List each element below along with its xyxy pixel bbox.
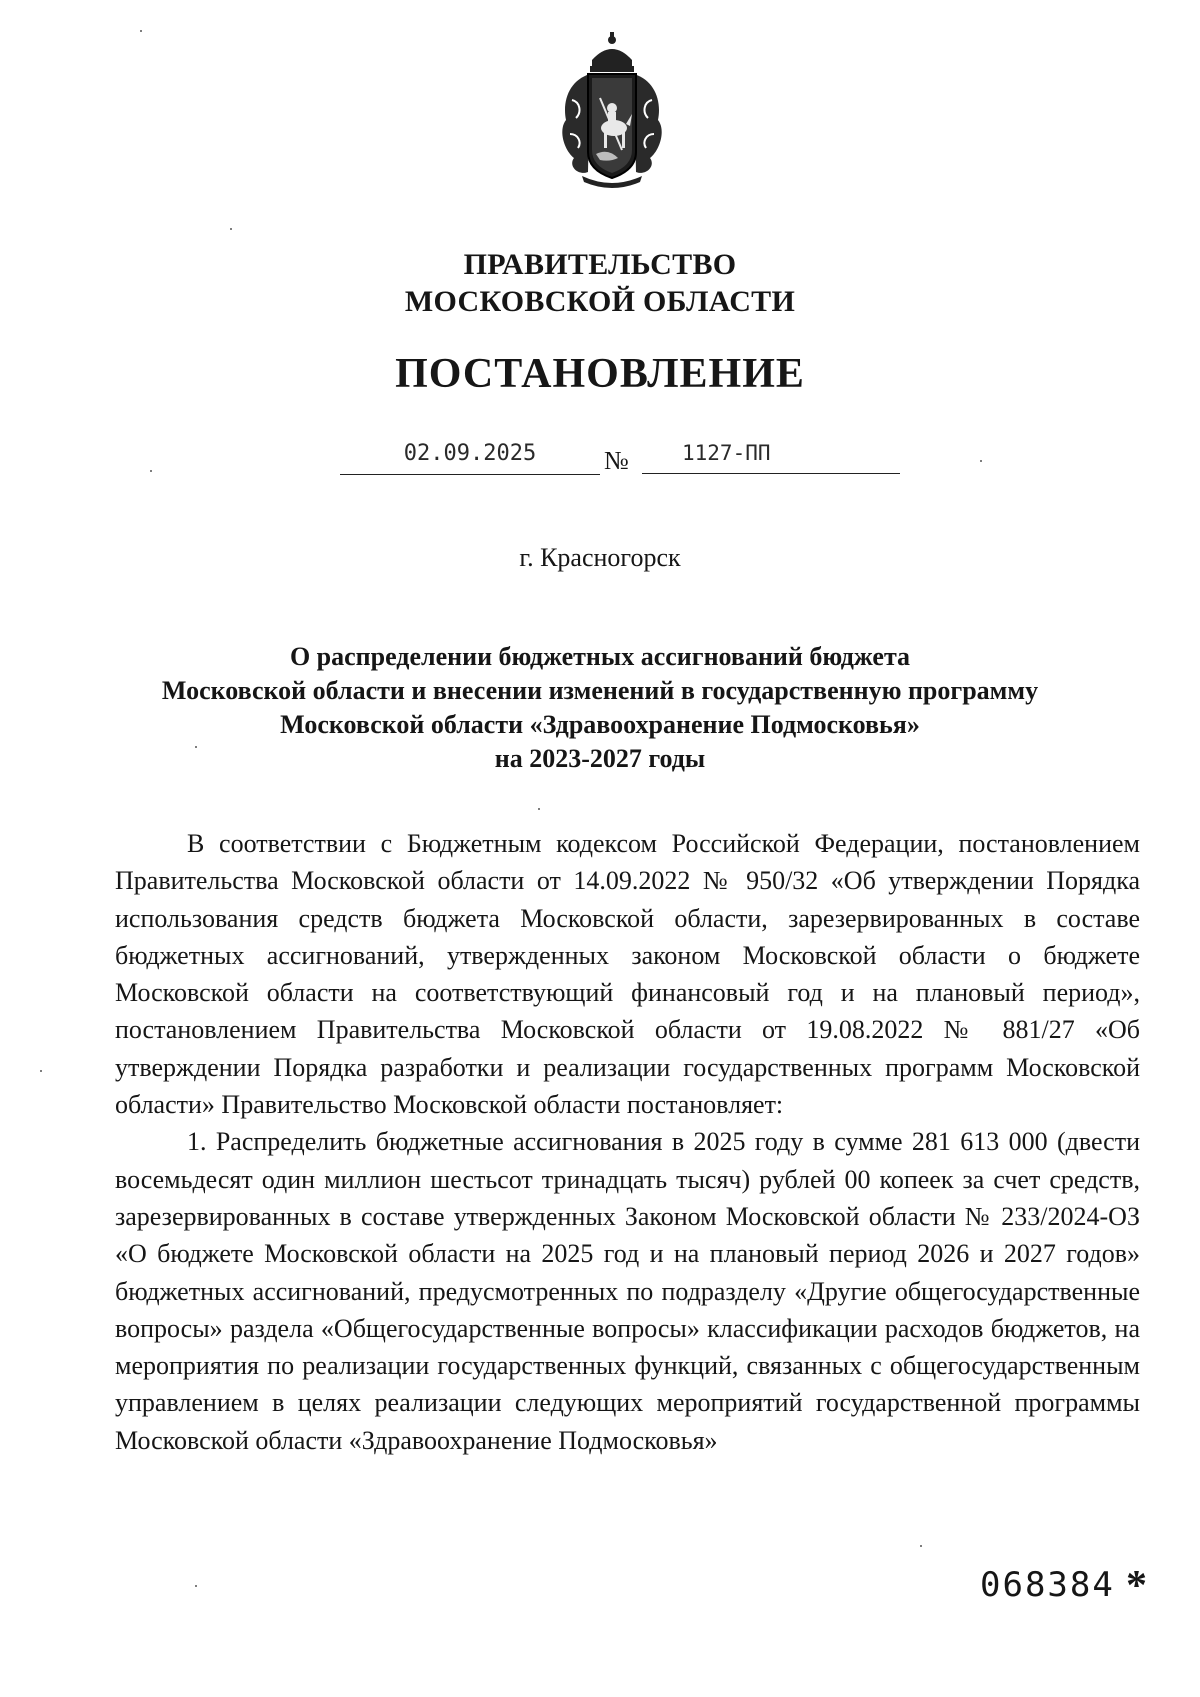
government-title-line-1: ПРАВИТЕЛЬСТВО	[463, 248, 737, 281]
government-title-line-2: МОСКОВСКОЙ ОБЛАСТИ	[404, 285, 796, 318]
registration-row	[0, 440, 1200, 480]
serial-number: 068384	[980, 1565, 1115, 1605]
document-number: 1127-ПП	[642, 440, 900, 474]
scan-speck	[140, 30, 142, 32]
scan-speck	[980, 460, 982, 462]
heading-line-4: на 2023-2027 годы	[494, 744, 706, 773]
heading-line-2: Московской области и внесении изменений в государственную программу	[161, 676, 1039, 705]
city: г. Красногорск	[519, 543, 681, 572]
clause-1-paragraph: 1. Распределить бюджетные ассигнования в 2025 году в сумме 281 613 000 (двести восемьдесят один миллион шестьсот тринадцать тысяч) рублей 00 копеек за счет средств, зарезервированных в составе утвержденных Законом Московской области № 233/2024-ОЗ «О бюджете Московской области на 2025 год и на плановый период 2026 и 2027 годов» бюджетных ассигнований, предусмотренных по подразделу «Другие общегосударственные вопросы» раздела «Общегосударственные вопросы» классификации расходов бюджетов, на мероприятия по реализации государственных функций, связанных с общегосударственным управлением в целях реализации следующих мероприятий государственной программы Московской области «Здравоохранение Подмосковья»	[115, 1127, 1140, 1455]
number-sign: №	[604, 446, 629, 475]
document-body	[115, 825, 1140, 1459]
scan-speck	[230, 228, 232, 230]
scan-speck	[195, 746, 197, 748]
government-title	[0, 246, 1200, 320]
scan-speck	[920, 1545, 922, 1547]
scan-speck	[195, 1585, 197, 1587]
heading-line-1: О распределении бюджетных ассигнований бюджета	[289, 642, 911, 671]
coat-of-arms-icon	[552, 30, 672, 190]
scan-speck	[40, 1070, 42, 1072]
heading-line-3: Московской области «Здравоохранение Подмосковья»	[280, 710, 920, 739]
document-type: ПОСТАНОВЛЕНИЕ	[395, 351, 805, 397]
asterisk-mark-icon: *	[1126, 1563, 1147, 1609]
document-date: 02.09.2025	[340, 440, 600, 475]
preamble-paragraph: В соответствии с Бюджетным кодексом Российской Федерации, постановлением Правительства Московской области от 14.09.2022 № 950/32 «Об утверждении Порядка использования средств бюджета Московской области, зарезервированных в составе бюджетных ассигнований, утвержденных законом Московской области о бюджете Московской области на соответствующий финансовый год и на плановый период», постановлением Правительства Московской области от 19.08.2022 № 881/27 «Об утверждении Порядка разработки и реализации государственных программ Московской области» Правительство Московской области постановляет:	[115, 829, 1140, 1120]
scan-speck	[150, 470, 152, 472]
scan-speck	[538, 808, 540, 810]
document-heading	[100, 640, 1100, 776]
